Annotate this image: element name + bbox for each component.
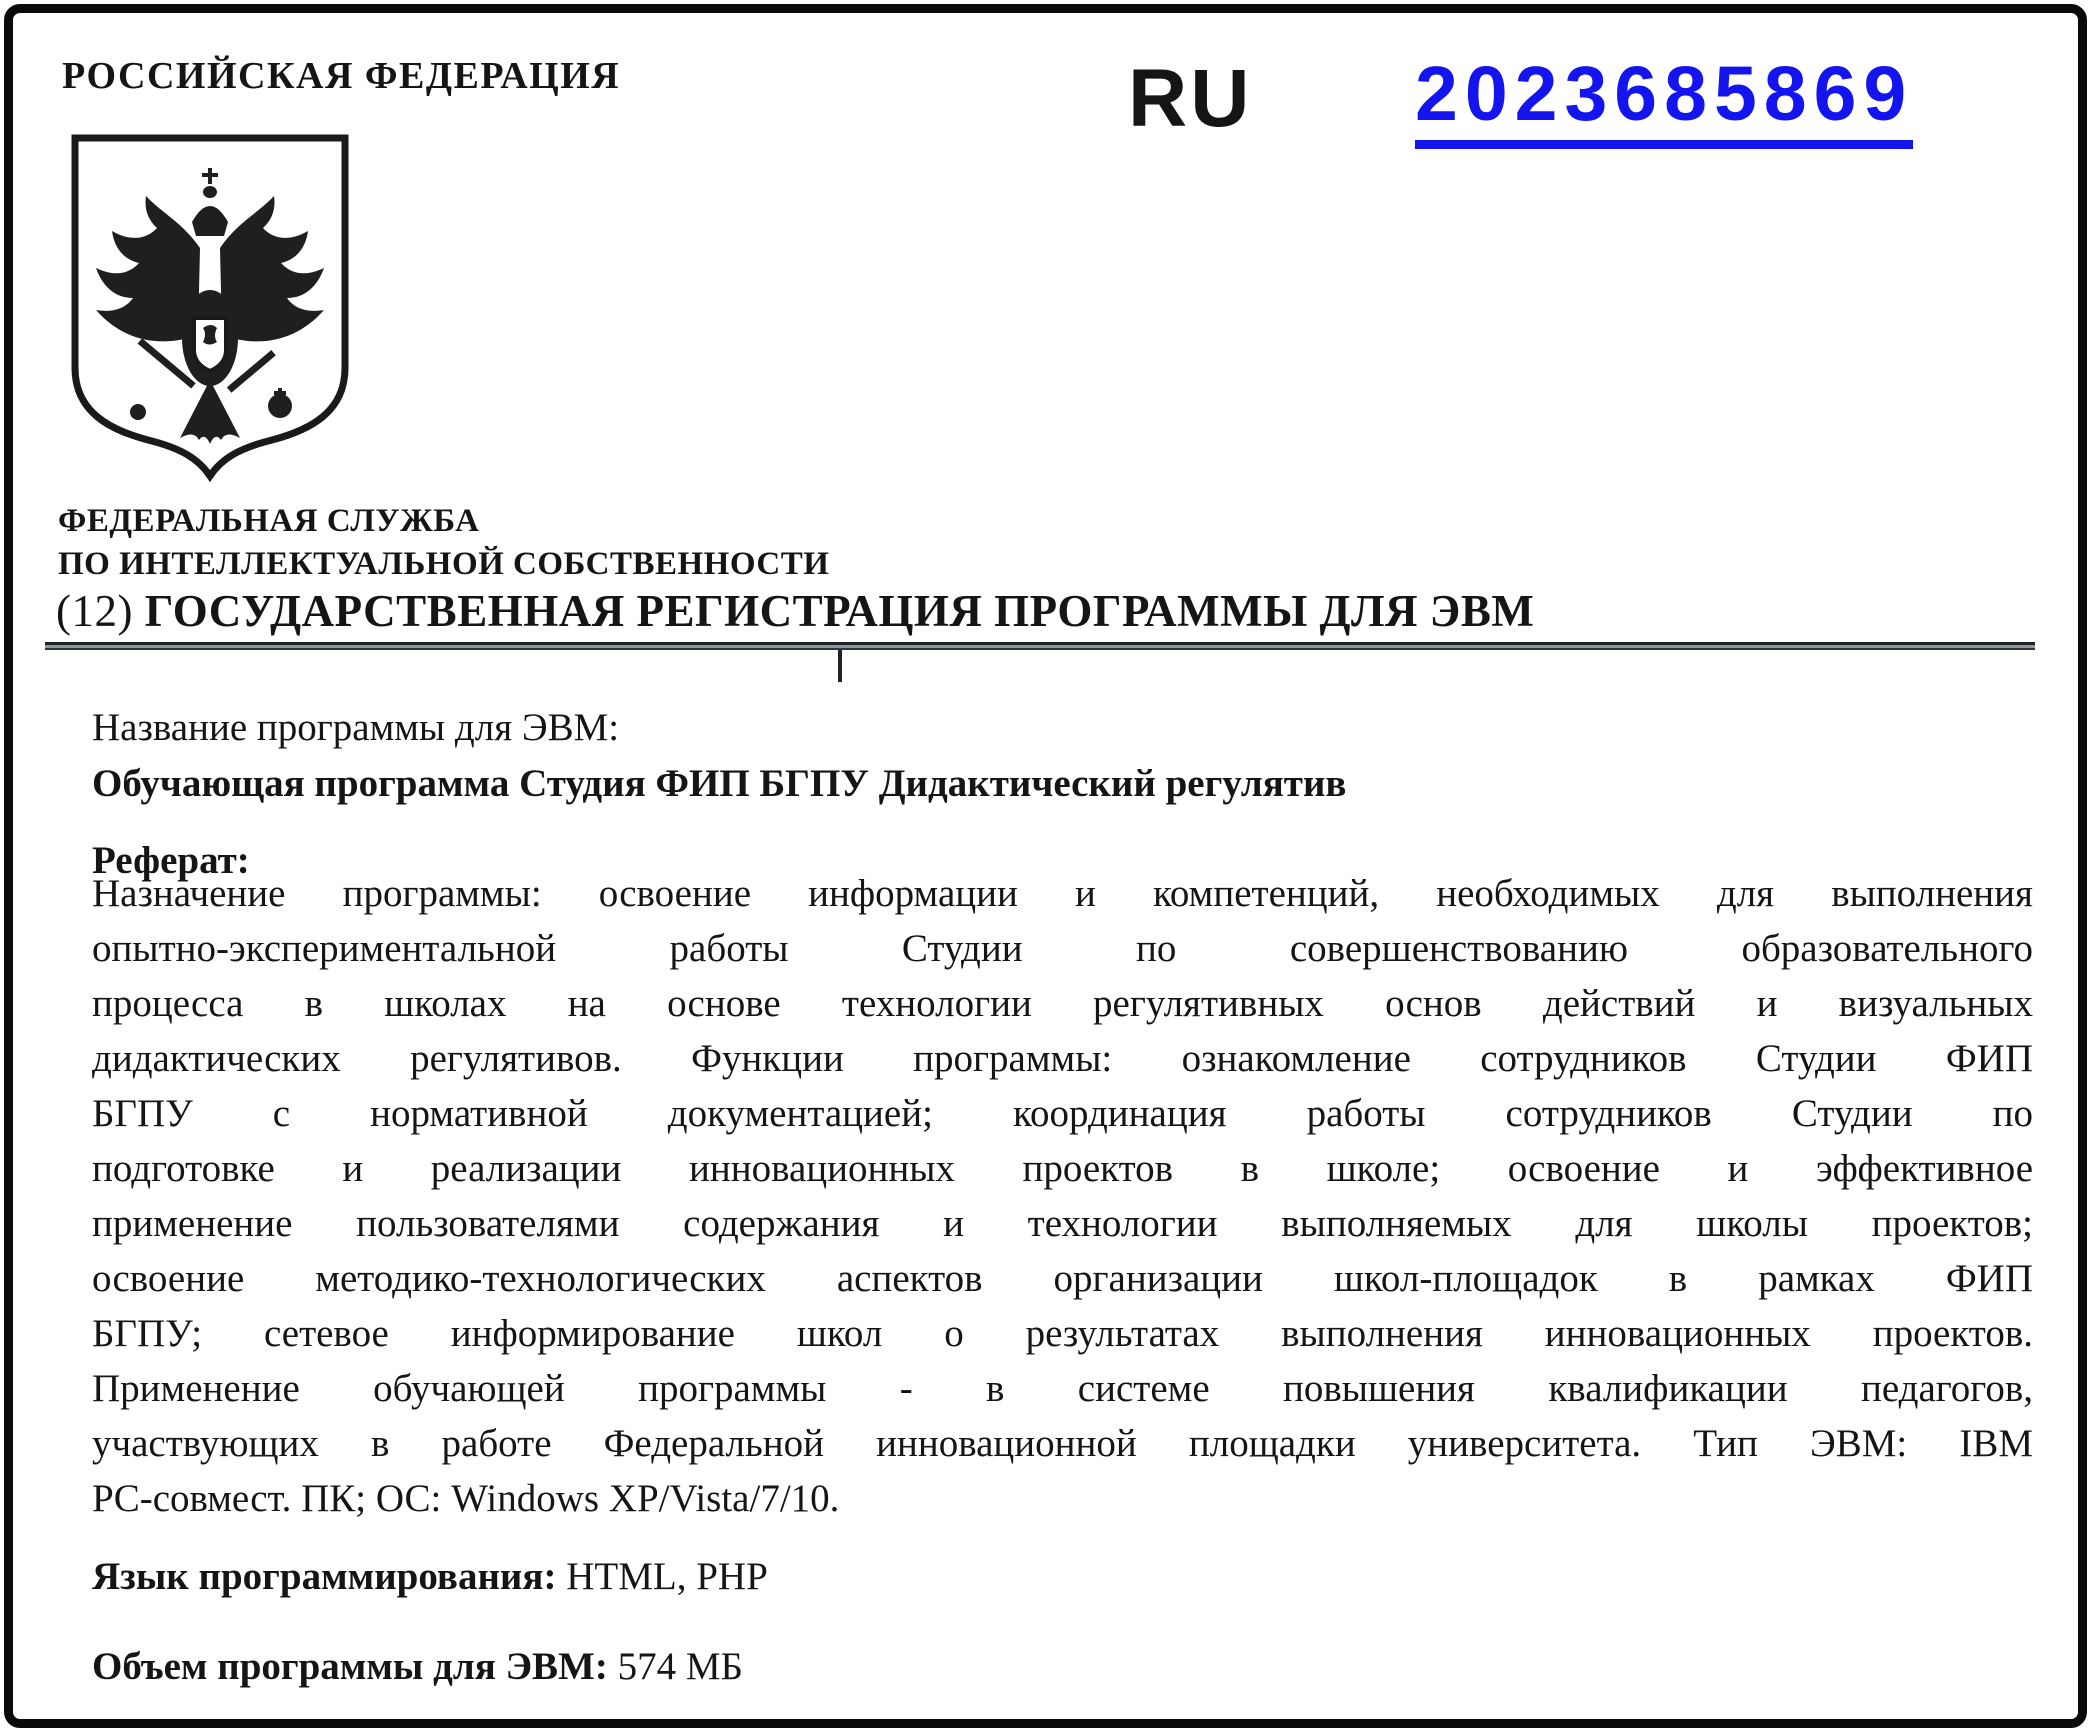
language-value: HTML, PHP [566,1555,768,1598]
doc-code: (12) [56,586,133,636]
abstract-line: БГПУ; сетевое информирование школ о результатах выполнения инновационных проектов. [92,1312,2033,1355]
volume-value: 574 МБ [617,1645,743,1688]
abstract-line: БГПУ с нормативной документацией; координация работы сотрудников Студии по [92,1092,2033,1135]
registration-number-link[interactable]: 2023685869 [1415,56,1913,149]
heading-divider [45,642,2035,650]
volume-label: Объем программы для ЭВМ: [92,1645,608,1688]
language-label: Язык программирования: [92,1555,557,1598]
country-label: РОССИЙСКАЯ ФЕДЕРАЦИЯ [62,55,621,97]
language-row [92,1552,768,1602]
program-name-label: Название программы для ЭВМ: [92,706,620,749]
country-code-label: RU [1128,53,1253,144]
russia-coat-of-arms-icon [62,130,358,482]
abstract-line: подготовке и реализации инновационных проектов в школе; освоение и эффективное [92,1147,2033,1190]
authority-name [58,500,829,586]
program-name: Обучающая программа Студия ФИП БГПУ Дидактический регулятив [92,762,1347,805]
abstract-line: участвующих в работе Федеральной инновационной площадки университета. Тип ЭВМ: IBM [92,1422,2033,1465]
authority-line-1: ФЕДЕРАЛЬНАЯ СЛУЖБА [58,503,480,539]
abstract-line: Применение обучающей программы - в системе повышения квалификации педагогов, [92,1367,2033,1410]
authority-line-2: ПО ИНТЕЛЛЕКТУАЛЬНОЙ СОБСТВЕННОСТИ [58,546,830,582]
abstract-line: дидактических регулятивов. Функции программы: ознакомление сотрудников Студии ФИП [92,1037,2033,1080]
abstract-line: процесса в школах на основе технологии регулятивных основ действий и визуальных [92,982,2033,1025]
abstract-text [92,866,2033,1526]
abstract-label: Реферат: [92,839,250,882]
doc-title: ГОСУДАРСТВЕННАЯ РЕГИСТРАЦИЯ ПРОГРАММЫ ДЛЯ ЭВМ [144,586,1535,636]
abstract-line: опытно-экспериментальной работы Студии по совершенствованию образовательного [92,927,2033,970]
abstract-line: освоение методико-технологических аспектов организации школ-площадок в рамках ФИП [92,1257,2033,1300]
abstract-line: PC-совмест. ПК; ОС: Windows XP/Vista/7/10. [92,1477,840,1520]
abstract-line: применение пользователями содержания и технологии выполняемых для школы проектов; [92,1202,2033,1245]
doc-type-heading [56,586,1534,638]
program-name-block [92,700,1347,812]
volume-row [92,1642,743,1692]
heading-divider-tick [838,650,842,682]
abstract-line: Назначение программы: освоение информации и компетенций, необходимых для выполнения [92,872,2033,915]
